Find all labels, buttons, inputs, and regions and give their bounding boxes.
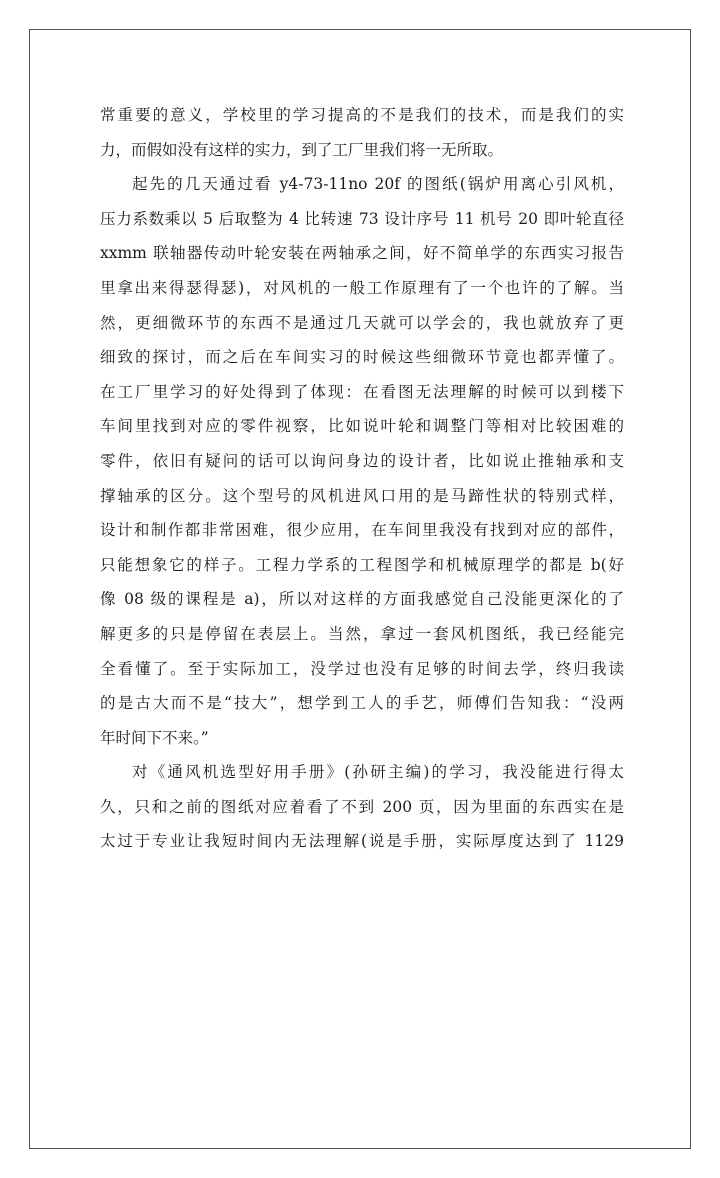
text-line: 然，更细微环节的东西不是通过几天就可以学会的，我也就放弃了更 — [100, 313, 624, 332]
text-line: 常重要的意义，学校里的学习提高的不是我们的技术，而是我们的实 — [100, 106, 624, 124]
text-line: xxmm 联轴器传动叶轮安装在两轴承之间，好不简单学的东西实习报告 — [100, 244, 624, 263]
text-line: 零件，依旧有疑问的话可以询问身边的设计者，比如说止推轴承和支 — [100, 451, 624, 470]
text-line: 久，只和之前的图纸对应着看了不到 200 页，因为里面的东西实在是 — [100, 797, 624, 816]
text-line: 细致的探讨，而之后在车间实习的时候这些细微环节竟也都弄懂了。 — [100, 348, 624, 367]
text-line: 在工厂里学习的好处得到了体现：在看图无法理解的时候可以到楼下 — [100, 382, 624, 401]
text-line: 压力系数乘以 5 后取整为 4 比转速 73 设计序号 11 机号 20 即叶轮直径 — [100, 209, 624, 228]
text-line: 年时间下不来。” — [100, 728, 209, 747]
document-body — [100, 98, 624, 859]
paragraph — [100, 167, 624, 755]
text-line: 像 08 级的课程是 a)，所以对这样的方面我感觉自己没能更深化的了 — [100, 590, 624, 609]
text-line: 设计和制作都非常困难，很少应用，在车间里我没有找到对应的部件， — [100, 521, 624, 540]
paragraph — [100, 98, 624, 167]
text-line: 的是古大而不是“技大”，想学到工人的手艺，师傅们告知我：“没两 — [100, 694, 624, 713]
text-line: 撑轴承的区分。这个型号的风机进风口用的是马蹄性状的特别式样， — [100, 486, 624, 505]
text-line: 对《通风机选型好用手册》(孙研主编)的学习，我没能进行得太 — [132, 763, 624, 782]
text-line: 起先的几天通过看 y4-73-11no 20f 的图纸(锅炉用离心引风机， — [132, 175, 624, 194]
paragraph — [100, 755, 624, 859]
text-line: 全看懂了。至于实际加工，没学过也没有足够的时间去学，终归我读 — [100, 659, 624, 678]
text-line: 只能想象它的样子。工程力学系的工程图学和机械原理学的都是 b(好 — [100, 555, 624, 574]
text-line: 车间里找到对应的零件视察，比如说叶轮和调整门等相对比较困难的 — [100, 417, 624, 436]
text-line: 力，而假如没有这样的实力，到了工厂里我们将一无所取。 — [100, 140, 504, 159]
text-line: 解更多的只是停留在表层上。当然，拿过一套风机图纸，我已经能完 — [100, 624, 624, 643]
text-line: 里拿出来得瑟得瑟)，对风机的一般工作原理有了一个也许的了解。当 — [100, 278, 624, 297]
text-line: 太过于专业让我短时间内无法理解(说是手册，实际厚度达到了 1129 — [100, 832, 624, 851]
